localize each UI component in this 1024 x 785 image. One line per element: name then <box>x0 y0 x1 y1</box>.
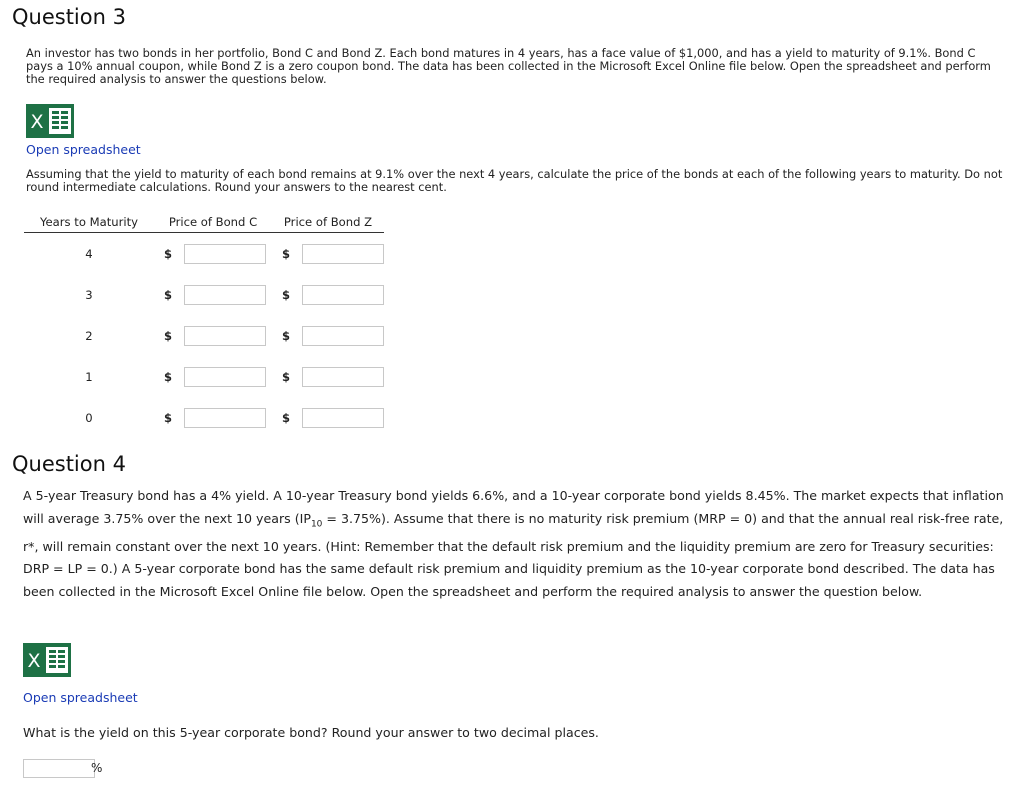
question-4-text-part2: = 3.75%). Assume that there is no maturity risk premium (MRP = 0) and that the annual real risk-free rate, r*, will remain constant over the next 10 years. (Hint: Remember that the default risk premium and the liquidity premium are zero for Treasury securities: DRP = LP = 0.) A 5-year corporate bond has the same default risk premium and liquidity premium as the 10-year corporate bond described. The data has been collected in the Microsoft Excel Online file below. Open the spreadsheet and perform the required analysis to answer the question below. <box>23 510 1004 599</box>
question-3-title: Question 3 <box>12 5 126 29</box>
years-cell: 2 <box>85 328 93 343</box>
bond-price-table <box>24 212 384 438</box>
bond-z-price-input-4[interactable] <box>302 244 384 264</box>
open-spreadsheet-link-q3[interactable]: Open spreadsheet <box>26 142 141 157</box>
years-cell: 0 <box>85 410 93 425</box>
table-row <box>24 397 384 438</box>
header-years: Years to Maturity <box>40 215 138 229</box>
excel-icon[interactable] <box>26 104 74 138</box>
question-3-intro: An investor has two bonds in her portfolio, Bond C and Bond Z. Each bond matures in 4 years, has a face value of $1,000, and has a yield to maturity of 9.1%. Bond C pays a 10% annual coupon, while Bond Z is a zero coupon bond. The data has been collected in the Microsoft Excel Online file below. Open the spreadsheet and perform the required analysis to answer the questions below. <box>26 46 991 86</box>
bond-z-price-input-0[interactable] <box>302 408 384 428</box>
table-row <box>24 233 384 275</box>
question-4-text-part1: A 5-year Treasury bond has a 4% yield. A 10-year Treasury bond yields 6.6%, and a 10-year corporate bond yields 8.45%. The market expects that inflation will average 3.75% over the next 10 years (IP <box>23 488 1004 526</box>
question-4-prompt: What is the yield on this 5-year corporate bond? Round your answer to two decimal places. <box>23 725 599 740</box>
bond-c-price-input-0[interactable] <box>184 408 266 428</box>
dollar-sign: $ <box>281 410 290 425</box>
dollar-sign: $ <box>163 369 172 384</box>
table-row <box>24 315 384 356</box>
years-cell: 3 <box>85 287 93 302</box>
header-bond-c: Price of Bond C <box>168 215 258 229</box>
dollar-sign: $ <box>281 287 290 302</box>
svg-text:X: X <box>30 111 44 133</box>
percent-unit: % <box>91 761 103 775</box>
bond-c-price-input-4[interactable] <box>184 244 266 264</box>
dollar-sign: $ <box>281 246 290 261</box>
years-cell: 1 <box>85 369 93 384</box>
bond-c-price-input-1[interactable] <box>184 367 266 387</box>
header-bond-z: Price of Bond Z <box>283 215 373 229</box>
question-3-instruction: Assuming that the yield to maturity of each bond remains at 9.1% over the next 4 years, calculate the price of the bonds at each of the following years to maturity. Do not round intermediate calculations. Round your answers to the nearest cent. <box>26 167 1003 194</box>
years-cell: 4 <box>85 246 93 261</box>
question-4-paragraph <box>23 485 1008 603</box>
ip-subscript: 10 <box>310 519 323 530</box>
dollar-sign: $ <box>281 328 290 343</box>
table-row <box>24 274 384 315</box>
excel-icon[interactable] <box>23 643 71 677</box>
dollar-sign: $ <box>163 410 172 425</box>
bond-z-price-input-1[interactable] <box>302 367 384 387</box>
bond-z-price-input-2[interactable] <box>302 326 384 346</box>
bond-c-price-input-2[interactable] <box>184 326 266 346</box>
question-4-title: Question 4 <box>12 452 126 476</box>
dollar-sign: $ <box>163 328 172 343</box>
corporate-yield-input[interactable] <box>23 759 95 778</box>
table-header-row <box>24 212 384 233</box>
svg-text:X: X <box>27 650 41 672</box>
dollar-sign: $ <box>281 369 290 384</box>
bond-z-price-input-3[interactable] <box>302 285 384 305</box>
dollar-sign: $ <box>163 287 172 302</box>
table-row <box>24 356 384 397</box>
dollar-sign: $ <box>163 246 172 261</box>
bond-c-price-input-3[interactable] <box>184 285 266 305</box>
open-spreadsheet-link-q4[interactable]: Open spreadsheet <box>23 690 138 705</box>
